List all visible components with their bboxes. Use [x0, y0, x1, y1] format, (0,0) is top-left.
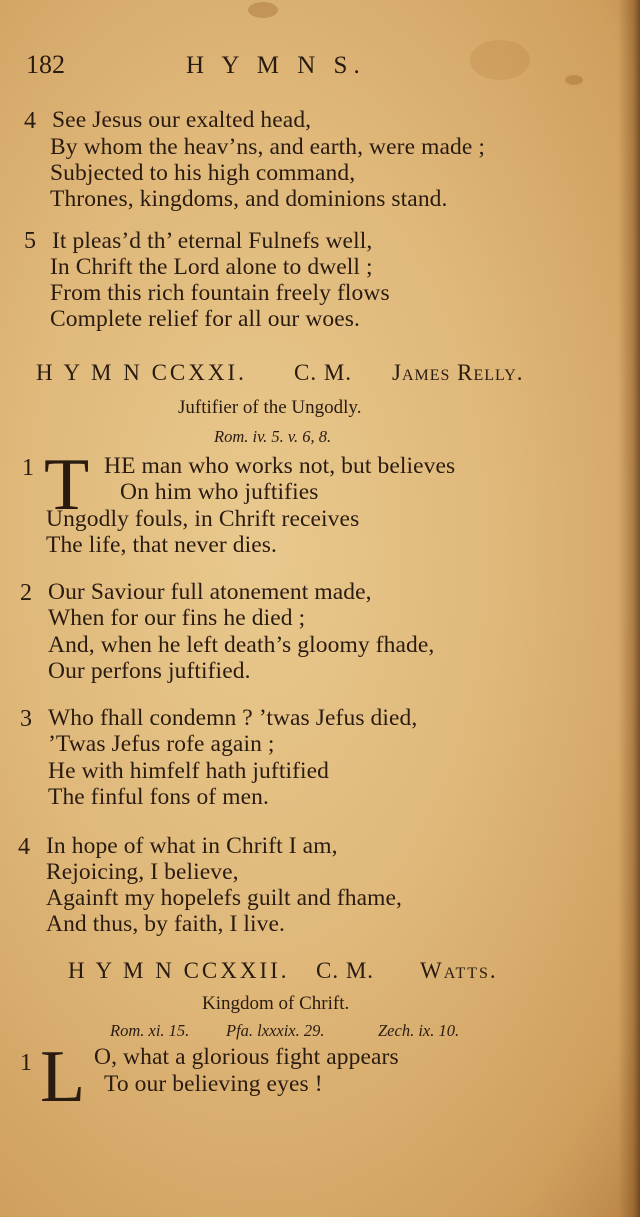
verse-line: Againft my hopelefs guilt and fhame, — [46, 885, 403, 911]
verse-line: In Chrift the Lord alone to dwell ; — [50, 254, 373, 280]
verse-line: From this rich fountain freely flows — [50, 280, 390, 306]
scripture-reference: Zech. ix. 10. — [378, 1021, 460, 1040]
verse-line: Ungodly fouls, in Chrift receives — [46, 506, 360, 532]
scripture-reference: Rom. xi. 15. — [110, 1021, 190, 1040]
verse-line: Subjected to his high command, — [50, 160, 356, 186]
stanza-number: 5 — [24, 228, 36, 254]
hymn-heading: H Y M N CCXXII. — [68, 958, 290, 983]
drop-cap: T — [44, 444, 90, 526]
hymn-title: Juftifier of the Ungodly. — [178, 397, 362, 418]
running-title: H Y M N S. — [186, 52, 366, 79]
stanza-number: 4 — [18, 834, 30, 860]
hymn-author: Watts. — [420, 958, 498, 983]
scripture-reference: Pfa. lxxxix. 29. — [226, 1021, 325, 1040]
verse-line: When for our fins he died ; — [48, 605, 306, 631]
foxing-stain — [470, 40, 530, 80]
stanza-number: 1 — [20, 1050, 32, 1076]
stanza-number: 3 — [20, 706, 32, 732]
stanza-number: 1 — [22, 455, 34, 481]
verse-line: The life, that never dies. — [46, 532, 277, 558]
verse-line: On him who juftifies — [120, 479, 319, 505]
hymn-meter: C. M. — [294, 360, 353, 385]
drop-cap: L — [40, 1036, 86, 1118]
verse-line: See Jesus our exalted head, — [52, 107, 312, 133]
stanza-number: 4 — [24, 108, 36, 134]
verse-line: It pleas’d th’ eternal Fulnefs well, — [52, 228, 373, 254]
verse-line: Thrones, kingdoms, and dominions stand. — [50, 186, 448, 212]
verse-line: In hope of what in Chrift I am, — [46, 833, 338, 859]
verse-line: Complete relief for all our woes. — [50, 306, 361, 332]
foxing-stain — [248, 2, 278, 18]
verse-line: HE man who works not, but believes — [104, 453, 456, 479]
verse-line: The finful fons of men. — [48, 784, 269, 810]
verse-line: To our believing eyes ! — [104, 1071, 323, 1097]
hymn-heading: H Y M N CCXXI. — [36, 360, 247, 385]
hymn-title: Kingdom of Chrift. — [202, 993, 350, 1014]
foxing-stain — [565, 75, 583, 85]
verse-line: Who fhall condemn ? ’twas Jefus died, — [48, 705, 418, 731]
page-edge-shadow — [618, 0, 640, 1217]
page-number: 182 — [26, 50, 65, 79]
verse-line: ’Twas Jefus rofe again ; — [48, 731, 275, 757]
scripture-reference: Rom. iv. 5. v. 6, 8. — [214, 427, 332, 446]
verse-line: And thus, by faith, I live. — [46, 911, 285, 937]
verse-line: Rejoicing, I believe, — [46, 859, 239, 885]
verse-line: And, when he left death’s gloomy fhade, — [48, 632, 435, 658]
hymn-author: James Relly. — [392, 360, 524, 385]
verse-line: He with himfelf hath juftified — [48, 758, 330, 784]
verse-line: O, what a glorious fight appears — [94, 1044, 399, 1070]
stanza-number: 2 — [20, 580, 32, 606]
verse-line: Our Saviour full atonement made, — [48, 579, 372, 605]
verse-line: Our perfons juftified. — [48, 658, 251, 684]
verse-line: By whom the heav’ns, and earth, were made ; — [50, 134, 485, 160]
hymn-meter: C. M. — [316, 958, 375, 983]
